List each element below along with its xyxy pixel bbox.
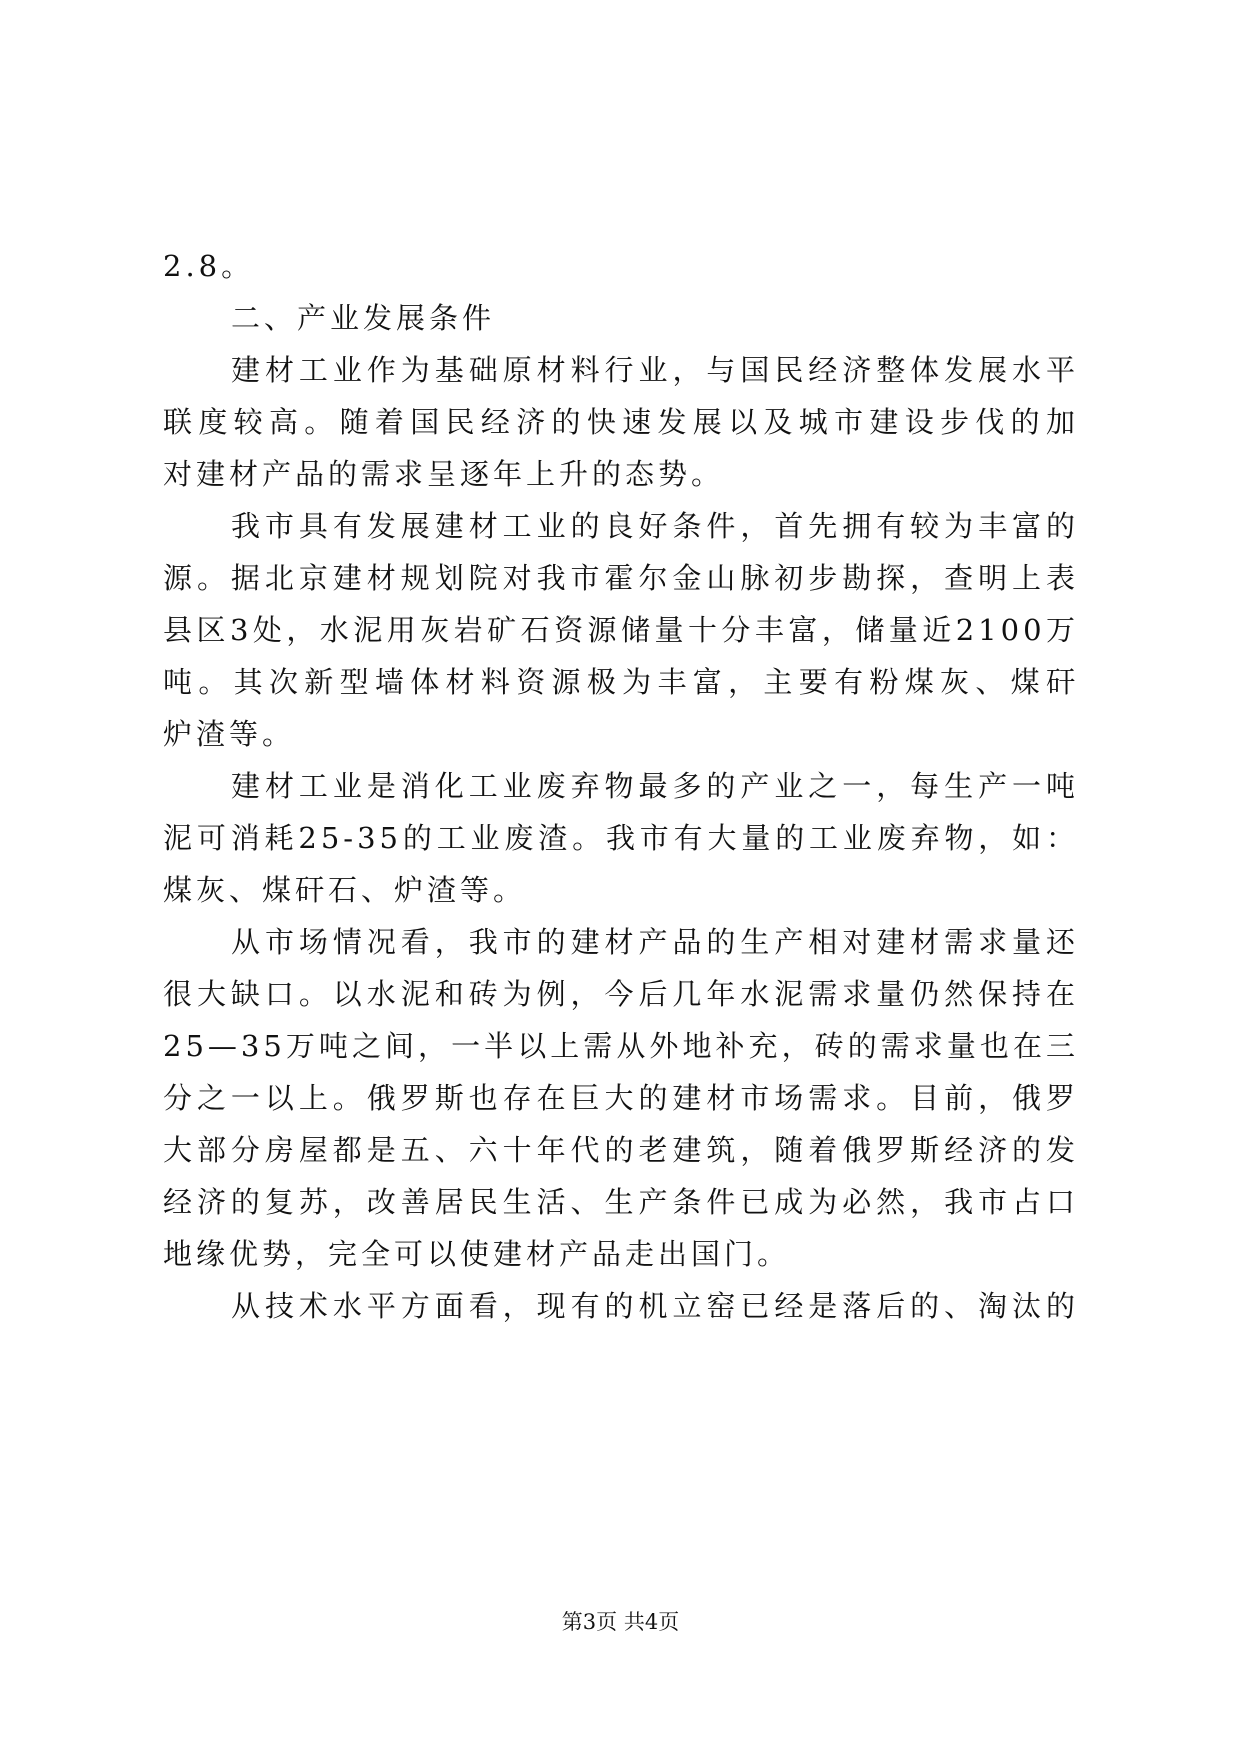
text-line: 我市具有发展建材工业的良好条件，首先拥有较为丰富的 (231, 509, 1079, 543)
text-line: 地缘优势，完全可以使建材产品走出国门。 (163, 1237, 791, 1271)
text-line: 25—35万吨之间，一半以上需从外地补充，砖的需求量也在三 (163, 1029, 1079, 1063)
text-line: 从技术水平方面看，现有的机立窑已经是落后的、淘汰的 (231, 1289, 1079, 1323)
text-line: 对建材产品的需求呈逐年上升的态势。 (163, 457, 725, 491)
text-line: 源。据北京建材规划院对我市霍尔金山脉初步勘探，查明上表 (163, 561, 1079, 595)
text-line: 联度较高。随着国民经济的快速发展以及城市建设步伐的加 (163, 405, 1079, 439)
text-line: 炉渣等。 (163, 717, 296, 751)
text-line: 煤灰、煤矸石、炉渣等。 (163, 873, 527, 907)
text-line: 大部分房屋都是五、六十年代的老建筑，随着俄罗斯经济的发 (163, 1133, 1079, 1167)
document-body (163, 240, 1079, 1332)
text-line: 泥可消耗25-35的工业废渣。我市有大量的工业废弃物，如： (163, 821, 1079, 855)
text-line: 2.8。 (163, 249, 255, 283)
text-line: 经济的复苏，改善居民生活、生产条件已成为必然，我市占口 (163, 1185, 1079, 1219)
text-line: 从市场情况看，我市的建材产品的生产相对建材需求量还 (231, 925, 1079, 959)
section-heading: 二、产业发展条件 (231, 301, 496, 335)
text-line: 建材工业作为基础原材料行业，与国民经济整体发展水平 (231, 353, 1079, 387)
text-line: 很大缺口。以水泥和砖为例，今后几年水泥需求量仍然保持在 (163, 977, 1079, 1011)
text-line: 分之一以上。俄罗斯也存在巨大的建材市场需求。目前，俄罗 (163, 1081, 1079, 1115)
text-line: 建材工业是消化工业废弃物最多的产业之一，每生产一吨 (231, 769, 1079, 803)
text-line: 县区3处，水泥用灰岩矿石资源储量十分丰富，储量近2100万 (163, 613, 1079, 647)
text-line: 吨。其次新型墙体材料资源极为丰富，主要有粉煤灰、煤矸 (163, 665, 1079, 699)
page-number-footer: 第3页 共4页 (561, 1610, 680, 1634)
